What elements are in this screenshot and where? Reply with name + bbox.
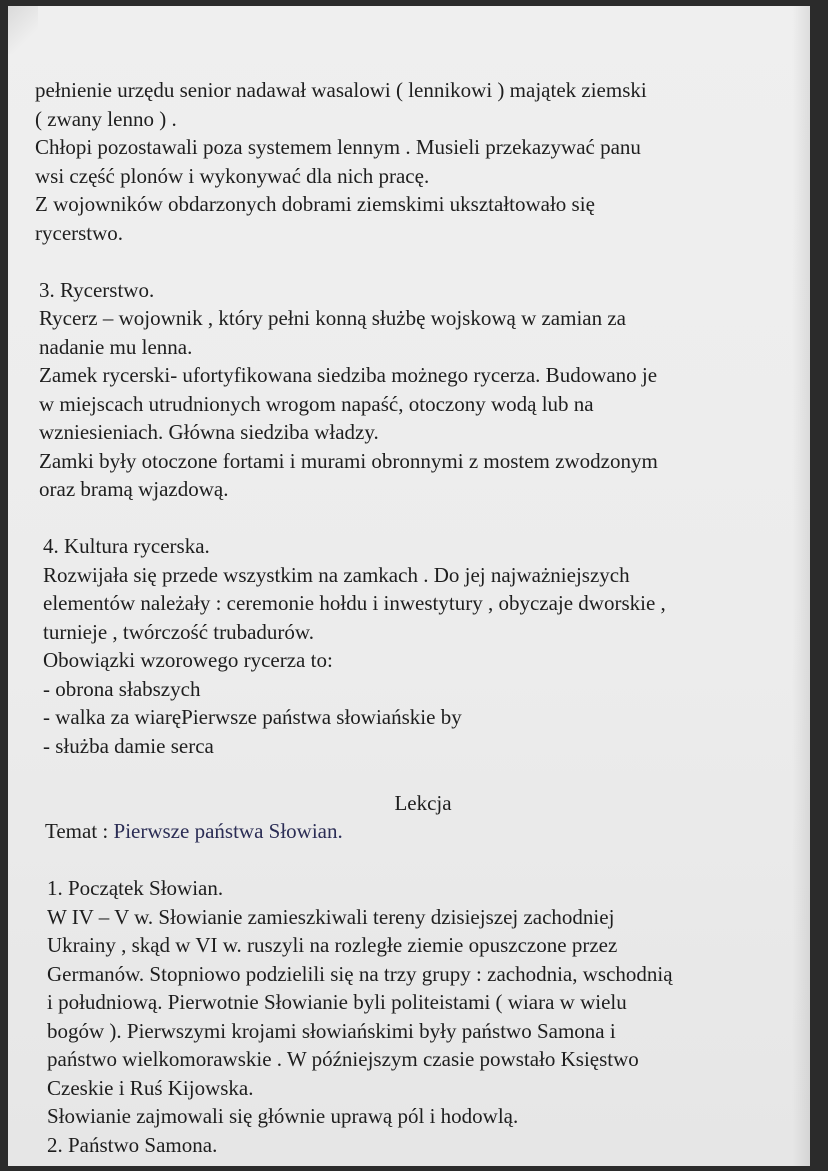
text-line: ( zwany lenno ) . (35, 106, 177, 131)
page-corner-fold (8, 6, 38, 54)
list-item: - służba damie serca (43, 733, 214, 758)
list-item: - obrona słabszych (43, 676, 201, 701)
section-heading: 3. Rycerstwo. (39, 277, 155, 302)
topic-value: Pierwsze państwa Słowian. (113, 819, 343, 843)
text-line: Germanów. Stopniowo podzielili się na trzy grupy : zachodnia, wschodnią (47, 961, 673, 986)
topic-label: Temat : (45, 819, 109, 843)
text-line: pełnienie urzędu senior nadawał wasalowi ( lennikowi ) majątek ziemski (35, 78, 647, 102)
text-line: wsi część plonów i wykonywać dla nich pracę. (35, 163, 430, 188)
text-line: i południową. Pierwotnie Słowianie byli politeistami ( wiara w wielu (47, 990, 627, 1014)
text-line: Słowianie zajmowali się głównie uprawą pól i hodowlą. (47, 1104, 519, 1128)
text-line: Z wojowników obdarzonych dobrami ziemskimi ukształtowało się (35, 192, 595, 216)
section-heading: 4. Kultura rycerska. (43, 534, 210, 558)
text-line: wzniesieniach. Główna siedziba władzy. (39, 420, 379, 444)
lesson-title: Lekcja (394, 790, 452, 815)
text-line: państwo wielkomorawskie . W późniejszym czasie powstało Księstwo (47, 1047, 639, 1071)
lesson-header (31, 789, 791, 846)
text-line: Ukrainy , skąd w VI w. ruszyli na rozległe ziemie opuszczone przez (47, 933, 618, 957)
text-line: W IV – V w. Słowianie zamieszkiwali tereny dzisiejszej zachodniej (47, 904, 615, 929)
section-heading: 1. Początek Słowian. (47, 876, 224, 900)
text-line: Rozwijała się przede wszystkim na zamkach . Do jej najważniejszych (43, 562, 630, 587)
document-page (8, 6, 810, 1166)
text-line: Rycerz – wojownik , który pełni konną służbę wojskową w zamian za (39, 306, 627, 330)
text-line: 2. Państwo Samona. (47, 1132, 218, 1157)
section-poczatek-slowian (31, 874, 791, 1159)
text-line: oraz bramą wjazdową. (39, 477, 229, 501)
paragraph-intro (31, 76, 791, 247)
text-line: turnieje , twórczość trubadurów. (43, 619, 314, 644)
section-rycerstwo (31, 276, 791, 504)
text-line: Zamek rycerski- ufortyfikowana siedziba możnego rycerza. Budowano je (39, 363, 658, 387)
text-line: Obowiązki wzorowego rycerza to: (43, 648, 333, 672)
text-line: elementów należały : ceremonie hołdu i inwestytury , obyczaje dworskie , (43, 591, 666, 615)
section-kultura-rycerska (31, 532, 791, 760)
text-line: bogów ). Pierwszymi krojami słowiańskimi były państwo Samona i (47, 1018, 616, 1043)
page-edge-shadow (792, 6, 810, 1166)
text-line: Zamki były otoczone fortami i murami obronnymi z mostem zwodzonym (39, 448, 658, 473)
text-line: rycerstwo. (35, 220, 124, 245)
lesson-topic (45, 817, 791, 846)
text-line: w miejscach utrudnionych wrogom napaść, otoczony wodą lub na (39, 391, 594, 416)
list-item: - walka za wiaręPierwsze państwa słowiańskie by (43, 705, 462, 729)
text-line: Chłopi pozostawali poza systemem lennym . Musieli przekazywać panu (35, 135, 641, 159)
text-line: Czeskie i Ruś Kijowska. (47, 1075, 254, 1100)
document-text (31, 76, 791, 1159)
text-line: nadanie mu lenna. (39, 334, 193, 359)
